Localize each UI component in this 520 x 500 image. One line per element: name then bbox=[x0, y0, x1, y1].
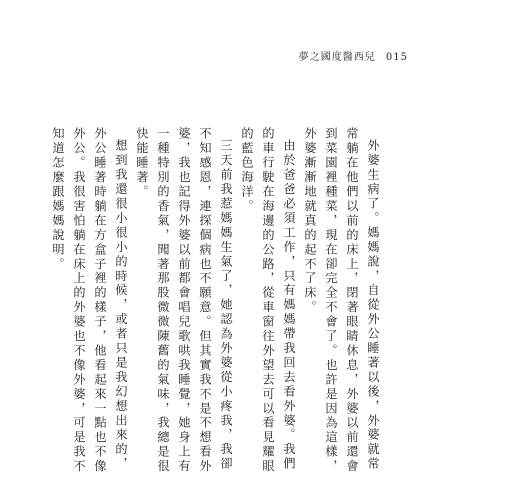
paragraph-1: 外婆生病了。媽媽說，自從外公睡著以後，外婆就常常躺在他們以前的床上，閉著眼睛休息，外婆以前還會到菜園裡種菜，現在卻完全不會了。也許是因為這樣，外婆漸漸地就真的起不了床。 bbox=[303, 127, 380, 474]
paragraph-4: 想到我還很小很小的時候，或者只是我幻想出來的，外公睡著時躺在方盒子裡的樣子，他看起來一點也不像外公。我很害怕躺在床上的外婆也不像外婆，可是我不知道怎麼跟媽媽說明。 bbox=[51, 127, 128, 474]
running-header bbox=[299, 48, 408, 63]
paragraph-3: 三天前我惹媽媽生氣了，她認為外婆從小疼我，我卻不知感恩，連探個病也不願意。但其實我不是不想看外婆，我也記得外婆以前都會唱兒歌哄我睡覺，她身上有一種特別的香氣，聞著那股微微陳舊的氣味，我總是很快能睡著。 bbox=[135, 127, 233, 474]
book-title: 夢之國度醫西兒 bbox=[298, 52, 376, 63]
paragraph-2: 由於爸爸必須工作，只有媽媽帶我回去看外婆。我們的車行駛在海邊的公路，從車窗往外望去可以看見耀眼的藍色海洋。 bbox=[240, 127, 296, 474]
page-number: 015 bbox=[385, 52, 408, 63]
vertical-body-text bbox=[47, 127, 383, 477]
